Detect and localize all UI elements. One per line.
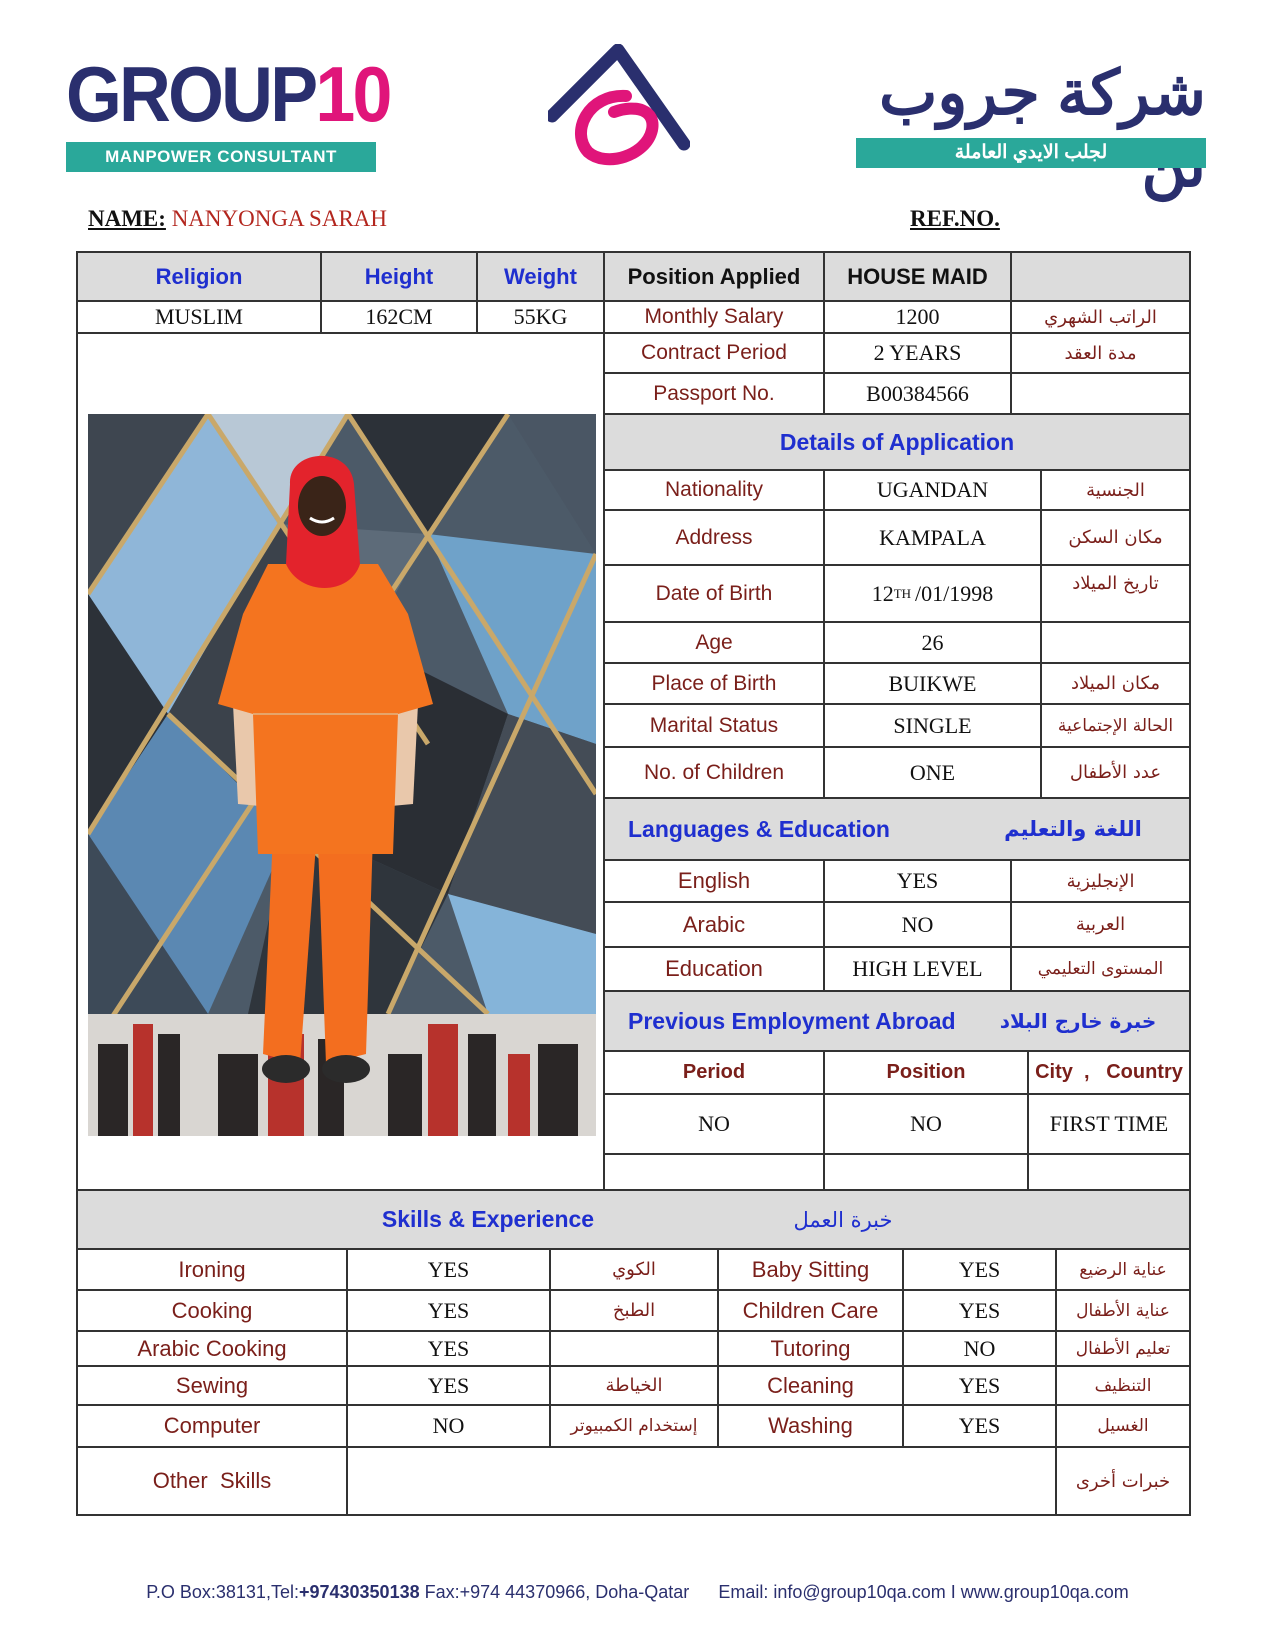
skill-cleaning-value: YES [958, 1372, 1001, 1398]
arabic-arabic: العربية [1075, 914, 1126, 935]
other-skills-arabic: خبرات أخرى [1075, 1470, 1171, 1492]
group10-logo [66, 50, 390, 172]
dob-month-year: /01/1998 [915, 580, 994, 606]
weight-value: 55KG [513, 304, 568, 329]
skill-tutoring-label: Tutoring [770, 1335, 851, 1361]
english-label: English [677, 868, 751, 893]
contract-period-label: Contract Period [641, 341, 787, 364]
address-arabic: مكان السكن [1068, 527, 1163, 548]
nationality-label: Nationality [664, 478, 764, 501]
education-value: HIGH LEVEL [852, 956, 983, 981]
address-label: Address [675, 525, 753, 549]
period-header: Period [682, 1061, 746, 1083]
footer-contact: Email: info@group10qa.com I www.group10qa.com [718, 1582, 1129, 1602]
marital-status-arabic: الحالة الإجتماعية [1057, 715, 1174, 736]
footer [0, 1582, 1275, 1603]
city-country-header: City , Country [1035, 1061, 1183, 1083]
skill-cooking-arabic: الطبخ [612, 1300, 656, 1321]
skill-sewing-arabic: الخياطة [605, 1375, 663, 1396]
candidate-name: NANYONGA SARAH [171, 206, 388, 231]
dob-value [825, 566, 1040, 621]
english-arabic: الإنجليزية [1066, 870, 1135, 892]
skill-baby-sitting-value: YES [958, 1256, 1001, 1282]
skill-tutoring-arabic: تعليم الأطفال [1075, 1338, 1171, 1359]
skill-washing-arabic: الغسيل [1097, 1416, 1149, 1436]
arabic-logo-wordmark: شركة جروب [879, 59, 1206, 128]
skill-children-care-arabic: عناية الأطفال [1076, 1300, 1170, 1321]
other-skills-label: Other Skills [152, 1468, 272, 1493]
monthly-salary-arabic: الراتب الشهري [1044, 306, 1157, 328]
logo-tagline: MANPOWER CONSULTANT [66, 142, 376, 172]
dob-suffix: TH [893, 585, 912, 601]
details-title: Details of Application [779, 428, 1015, 455]
position-applied-value: HOUSE MAID [847, 263, 988, 289]
passport-value: B00384566 [866, 380, 969, 406]
skill-washing-value: YES [958, 1413, 1001, 1438]
logo-word-ten: 10 [315, 50, 390, 138]
marital-status-value: SINGLE [893, 712, 972, 738]
children-label: No. of Children [643, 760, 785, 784]
skill-baby-sitting-arabic: عناية الرضيع [1079, 1259, 1167, 1280]
candidate-photo [88, 414, 596, 1136]
position-header: Position [886, 1061, 966, 1083]
religion-value: MUSLIM [154, 304, 243, 329]
nationality-arabic: الجنسية [1086, 479, 1145, 501]
height-value: 162CM [365, 304, 433, 329]
dob-arabic: تاريخ الميلاد [1072, 573, 1159, 594]
logo-wordmark [66, 52, 390, 136]
skill-washing-label: Washing [768, 1413, 853, 1438]
skill-ironing-label: Ironing [178, 1256, 246, 1282]
nationality-value: UGANDAN [876, 477, 989, 502]
candidate-name-line [88, 206, 387, 232]
skill-sewing-value: YES [427, 1372, 470, 1398]
skill-cleaning-arabic: التنظيف [1094, 1375, 1152, 1396]
monthly-salary-label: Monthly Salary [644, 305, 784, 328]
skill-baby-sitting-label: Baby Sitting [751, 1256, 870, 1282]
footer-address-b: Fax:+974 44370966, Doha-Qatar [419, 1582, 690, 1602]
arabic-label: Arabic [682, 911, 746, 937]
dob-day: 12 [871, 580, 894, 606]
skill-computer-value: NO [432, 1413, 465, 1438]
monthly-salary-value: 1200 [895, 304, 940, 329]
skill-sewing-label: Sewing [175, 1372, 249, 1398]
skills-title: Skills & Experience [381, 1206, 595, 1232]
skill-children-care-value: YES [958, 1297, 1001, 1323]
skill-cleaning-label: Cleaning [767, 1372, 854, 1398]
position-value: NO [910, 1111, 942, 1136]
skill-children-care-label: Children Care [742, 1297, 879, 1323]
company-emblem-icon [548, 44, 690, 168]
dob-label: Date of Birth [655, 581, 773, 605]
skill-arabic-cooking-value: YES [427, 1335, 470, 1361]
children-arabic: عدد الأطفال [1069, 762, 1162, 783]
city-country-value: FIRST TIME [1049, 1111, 1169, 1136]
skill-cooking-label: Cooking [171, 1297, 253, 1323]
contract-period-arabic: مدة العقد [1064, 342, 1137, 364]
arabic-value: NO [901, 911, 934, 937]
footer-tel: +97430350138 [298, 1582, 420, 1602]
employment-title-arabic: خبرة خارج البلاد [999, 1009, 1157, 1033]
religion-header: Religion [155, 263, 243, 289]
employment-title: Previous Employment Abroad [628, 1007, 956, 1034]
place-of-birth-arabic: مكان الميلاد [1070, 673, 1161, 694]
height-header: Height [364, 263, 434, 289]
logo-word-group: GROUP [66, 50, 316, 138]
children-value: ONE [909, 759, 956, 785]
languages-title-arabic: اللغة والتعليم [1004, 817, 1142, 841]
marital-status-label: Marital Status [649, 713, 779, 737]
place-of-birth-label: Place of Birth [651, 671, 777, 695]
arabic-logo-tagline: لجلب الايدي العاملة [856, 138, 1206, 168]
footer-address-a: P.O Box:38131,Tel: [146, 1582, 299, 1602]
arabic-logo [856, 58, 1206, 170]
english-value: YES [896, 868, 939, 893]
place-of-birth-value: BUIKWE [888, 670, 977, 696]
languages-title: Languages & Education [628, 815, 890, 842]
skill-computer-label: Computer [163, 1413, 261, 1438]
position-applied-label: Position Applied [627, 263, 801, 289]
age-value: 26 [921, 629, 944, 655]
contract-period-value: 2 YEARS [873, 340, 962, 365]
education-arabic: المستوى التعليمي [1037, 959, 1164, 979]
passport-label: Passport No. [653, 381, 775, 405]
education-label: Education [665, 956, 763, 981]
skill-ironing-arabic: الكوي [612, 1259, 656, 1280]
skill-tutoring-value: NO [963, 1335, 996, 1361]
skill-arabic-cooking-label: Arabic Cooking [137, 1335, 287, 1361]
skills-title-arabic: خبرة العمل [793, 1207, 893, 1232]
weight-header: Weight [504, 263, 577, 289]
age-label: Age [695, 630, 733, 654]
ref-no-label: REF.NO. [910, 206, 1000, 231]
skill-ironing-value: YES [427, 1256, 470, 1282]
period-value: NO [698, 1111, 730, 1136]
skill-cooking-value: YES [427, 1297, 470, 1323]
name-label: NAME: [88, 206, 166, 231]
address-value: KAMPALA [879, 524, 986, 550]
skill-computer-arabic: إستخدام الكمبيوتر [570, 1416, 698, 1436]
